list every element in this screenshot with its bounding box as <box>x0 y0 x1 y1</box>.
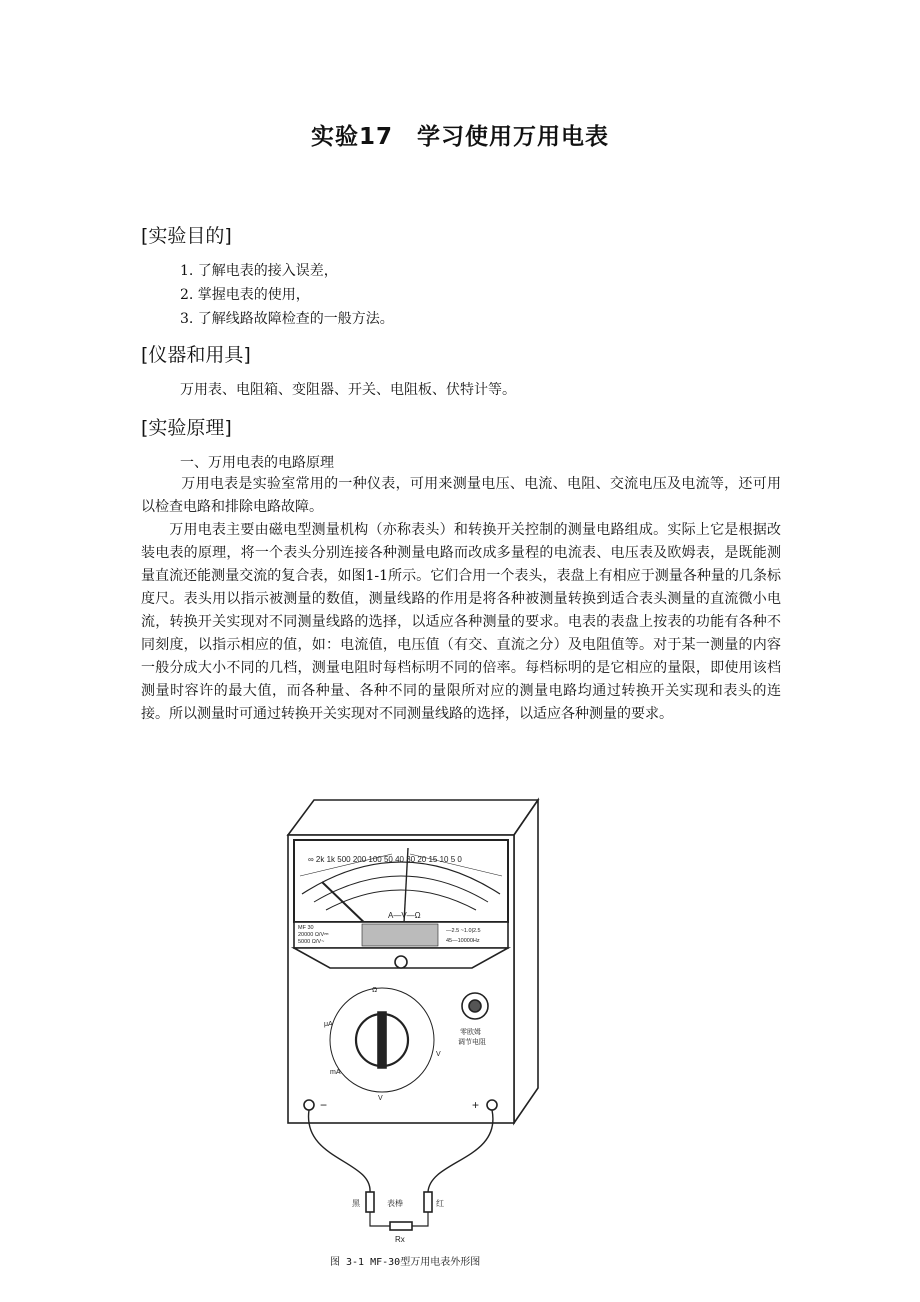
resistor-rx <box>390 1222 412 1230</box>
zero-ohm-label-1: 零欧姆 <box>460 1029 481 1036</box>
terminal-positive <box>487 1100 497 1110</box>
equipment-text: 万用表、电阻箱、变阻器、开关、电阻板、伏特计等。 <box>180 382 516 398</box>
principle-paragraph-2 <box>141 519 781 726</box>
grille <box>362 924 438 946</box>
probe-red-label: 红 <box>436 1199 444 1208</box>
spec-right-2: 45—10000Hz <box>446 938 480 944</box>
dial-text: A—V—Ω <box>388 911 421 920</box>
black-probe <box>366 1192 374 1212</box>
figure-caption: 图 3-1 MF-30型万用电表外形图 <box>330 1257 481 1268</box>
principle-paragraph-2-text: 万用电表主要由磁电型测量机构（亦称表头）和转换开关控制的测量电路组成。实际上它是根据改装电表的原理，将一个表头分别连接各种测量电路而改成多量程的电流表、电压表及欧姆表，是既能测量直流还能测量交流的复合表，如图1-1所示。它们合用一个表头，表盘上有相应于测量各种量的几条标度尺。表头用以指示被测量的数值，测量线路的作用是将各种被测量转换到适合表头测量的直流微小电流，转换开关实现对不同测量线路的选择，以适应各种测量的要求。电表的表盘上按表的功能有各种不同刻度，以指示相应的值，如：电流值，电压值（有交、直流之分）及电阻值等。对于某一测量的内容一般分成大小不同的几档，测量电阻时每档标明不同的倍率。每档标明的是它相应的量限，即使用该档测量时容许的最大值，而各种量、各种不同的量限所对应的测量电路均通过转换开关实现和表头的连接。所以测量时可通过转换开关实现对不同测量线路的选择，以适应各种测量的要求。 <box>141 522 781 722</box>
probe-black-label: 黑 <box>352 1199 360 1208</box>
spec-left-2: 5000 Ω/V~ <box>298 939 325 945</box>
terminal-positive-label: + <box>472 1098 480 1112</box>
resistor-label: Rx <box>395 1235 405 1244</box>
page-title: 实验17 学习使用万用电表 <box>310 124 609 150</box>
spec-left-1: 20000 Ω/V⎓ <box>298 932 329 938</box>
principle-paragraph-1-text: 万用电表是实验室常用的一种仪表，可用来测量电压、电流、电阻、交流电压及电流等，还可用以检查电路和排除电路故障。 <box>141 476 781 515</box>
probe-label: 表棒 <box>387 1199 403 1208</box>
range-v-bottom-label: V <box>378 1095 383 1102</box>
purpose-item-2: 2. 掌握电表的使用， <box>180 287 310 303</box>
range-ua-label: μA <box>324 1021 333 1028</box>
section-heading-purpose: [实验目的] <box>141 225 232 247</box>
purpose-item-3: 3. 了解线路故障检查的一般方法。 <box>180 311 394 327</box>
case-top <box>288 800 538 835</box>
adjust-screw-icon <box>395 956 407 968</box>
range-ohm-label: Ω <box>372 987 378 994</box>
zero-ohm-knob-center <box>469 1000 481 1012</box>
red-probe <box>424 1192 432 1212</box>
terminal-negative-label: − <box>320 1098 328 1112</box>
purpose-item-1: 1. 了解电表的接入误差， <box>180 263 338 279</box>
section-heading-principle: [实验原理] <box>141 417 232 439</box>
spec-right-1: —2.5 ~1.0|2.5 <box>446 928 481 934</box>
range-v-label: V <box>436 1051 441 1058</box>
knob-pointer <box>378 1012 386 1068</box>
multimeter-figure <box>262 790 542 1260</box>
principle-subheading: 一、万用电表的电路原理 <box>180 455 334 471</box>
principle-paragraph-1 <box>141 473 781 519</box>
terminal-negative <box>304 1100 314 1110</box>
case-side <box>514 800 538 1123</box>
scale-top-label: ∞ 2k 1k 500 200 100 50 40 30 20 15 10 5 0 <box>308 855 462 864</box>
range-ma-label: mA <box>330 1069 341 1076</box>
zero-ohm-label-2: 调节电阻 <box>458 1039 486 1046</box>
section-heading-equipment: [仪器和用具] <box>141 344 251 366</box>
model-label: MF 30 <box>298 925 314 931</box>
